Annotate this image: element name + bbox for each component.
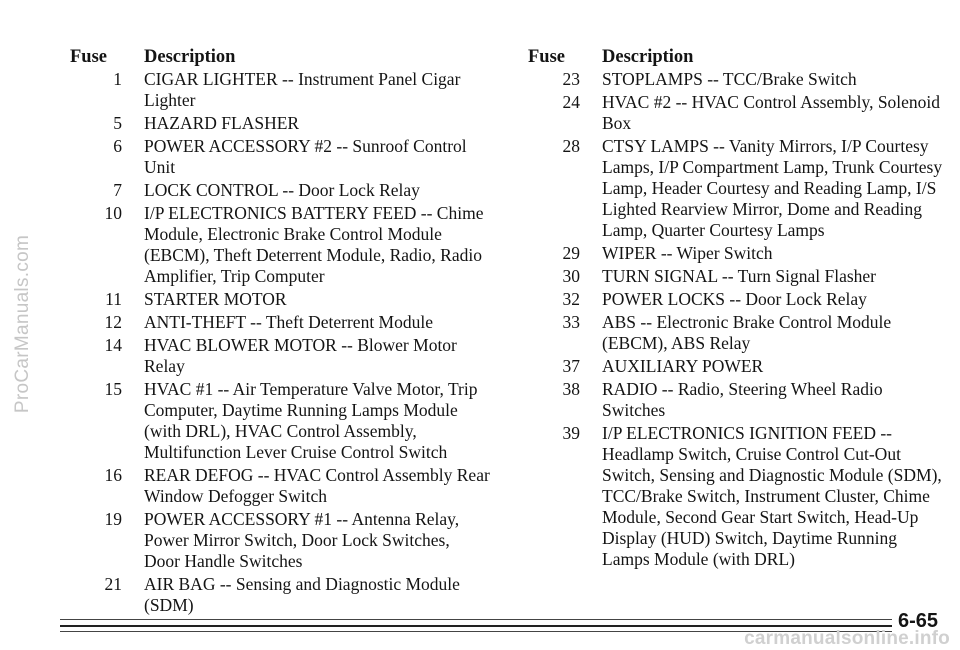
fuse-description: STOPLAMPS -- TCC/Brake Switch [602, 69, 857, 89]
fuse-number: 15 [104, 379, 122, 399]
fuse-number: 37 [562, 356, 580, 376]
table-header [70, 46, 490, 68]
fuse-column-header: Fuse [70, 47, 107, 67]
fuse-description: HVAC #1 -- Air Temperature Valve Motor, Trip Computer, Daytime Running Lamps Module (with DRL), HVAC Control Assembly, Multifunction Lever Cruise Control Switch [144, 379, 478, 462]
fuse-number: 39 [562, 423, 580, 443]
table-header [528, 46, 948, 68]
description-column-header: Description [144, 47, 236, 67]
table-row [70, 113, 490, 134]
fuse-description: HVAC #2 -- HVAC Control Assembly, Solenoid Box [602, 92, 941, 133]
table-row [70, 335, 490, 377]
table-row [70, 379, 490, 463]
fuse-number: 5 [113, 113, 122, 133]
fuse-number: 19 [104, 509, 122, 529]
table-row [528, 289, 948, 310]
fuse-number: 11 [105, 289, 122, 309]
fuse-rows [70, 69, 490, 616]
fuse-description: WIPER -- Wiper Switch [602, 243, 773, 263]
fuse-number: 24 [562, 92, 580, 112]
fuse-description: HAZARD FLASHER [144, 113, 300, 133]
table-row [528, 136, 948, 241]
fuse-table-right [528, 46, 948, 572]
fuse-description: AUXILIARY POWER [602, 356, 764, 376]
table-row [528, 379, 948, 421]
table-row [70, 203, 490, 287]
fuse-number: 21 [104, 574, 122, 594]
table-row [528, 92, 948, 134]
fuse-number: 1 [113, 69, 122, 89]
fuse-number: 33 [562, 312, 580, 332]
table-row [70, 180, 490, 201]
fuse-number: 7 [113, 180, 122, 200]
fuse-number: 6 [113, 136, 122, 156]
fuse-number: 14 [104, 335, 122, 355]
fuse-rows [528, 69, 948, 570]
table-row [70, 69, 490, 111]
fuse-description: POWER ACCESSORY #1 -- Antenna Relay, Power Mirror Switch, Door Lock Switches, Door Handle Switches [144, 509, 460, 571]
fuse-number: 10 [104, 203, 122, 223]
table-row [528, 69, 948, 90]
table-row [70, 574, 490, 616]
fuse-column-header: Fuse [528, 47, 565, 67]
table-row [528, 423, 948, 570]
fuse-table-left [70, 46, 490, 618]
fuse-number: 29 [562, 243, 580, 263]
table-row [528, 312, 948, 354]
table-row [70, 289, 490, 310]
fuse-description: ANTI-THEFT -- Theft Deterrent Module [144, 312, 433, 332]
fuse-description: I/P ELECTRONICS IGNITION FEED -- Headlamp Switch, Cruise Control Cut-Out Switch, Sensing and Diagnostic Module (SDM), TCC/Brake Switch, Instrument Cluster, Chime Module, Second Gear Start Switch, Head-Up Display (HUD) Switch, Daytime Running Lamps Module (with DRL) [602, 423, 942, 569]
fuse-number: 16 [104, 465, 122, 485]
fuse-description: REAR DEFOG -- HVAC Control Assembly Rear Window Defogger Switch [144, 465, 490, 506]
side-watermark-text: ProCarManuals.com [12, 234, 33, 414]
fuse-number: 30 [562, 266, 580, 286]
fuse-number: 38 [562, 379, 580, 399]
fuse-description: POWER ACCESSORY #2 -- Sunroof Control Unit [144, 136, 467, 177]
fuse-description: TURN SIGNAL -- Turn Signal Flasher [602, 266, 877, 286]
fuse-description: ABS -- Electronic Brake Control Module (EBCM), ABS Relay [602, 312, 892, 353]
fuse-description: RADIO -- Radio, Steering Wheel Radio Switches [602, 379, 883, 420]
table-row [70, 509, 490, 572]
table-row [528, 356, 948, 377]
fuse-description: CTSY LAMPS -- Vanity Mirrors, I/P Courtesy Lamps, I/P Compartment Lamp, Trunk Courtesy Lamp, Header Courtesy and Reading Lamp, I/S Lighted Rearview Mirror, Dome and Reading Lamp, Quarter Courtesy Lamps [602, 136, 943, 240]
table-row [70, 312, 490, 333]
description-column-header: Description [602, 47, 694, 67]
fuse-number: 28 [562, 136, 580, 156]
fuse-description: CIGAR LIGHTER -- Instrument Panel Cigar Lighter [144, 69, 461, 110]
table-row [528, 243, 948, 264]
fuse-description: STARTER MOTOR [144, 289, 287, 309]
fuse-description: POWER LOCKS -- Door Lock Relay [602, 289, 867, 309]
fuse-number: 23 [562, 69, 580, 89]
fuse-number: 32 [562, 289, 580, 309]
table-row [528, 266, 948, 287]
fuse-number: 12 [104, 312, 122, 332]
fuse-description: AIR BAG -- Sensing and Diagnostic Module (SDM) [144, 574, 460, 615]
table-row [70, 136, 490, 178]
side-watermark [8, 0, 38, 648]
footer-rule-thick [60, 625, 938, 627]
footer-rule-thin [60, 619, 938, 620]
fuse-description: HVAC BLOWER MOTOR -- Blower Motor Relay [144, 335, 457, 376]
page-number: 6-65 [892, 610, 938, 633]
fuse-description: LOCK CONTROL -- Door Lock Relay [144, 180, 420, 200]
fuse-description: I/P ELECTRONICS BATTERY FEED -- Chime Module, Electronic Brake Control Module (EBCM), Theft Deterrent Module, Radio, Radio Amplifier, Trip Computer [144, 203, 484, 286]
footer-watermark: carmanualsonline.info [744, 628, 950, 649]
table-row [70, 465, 490, 507]
